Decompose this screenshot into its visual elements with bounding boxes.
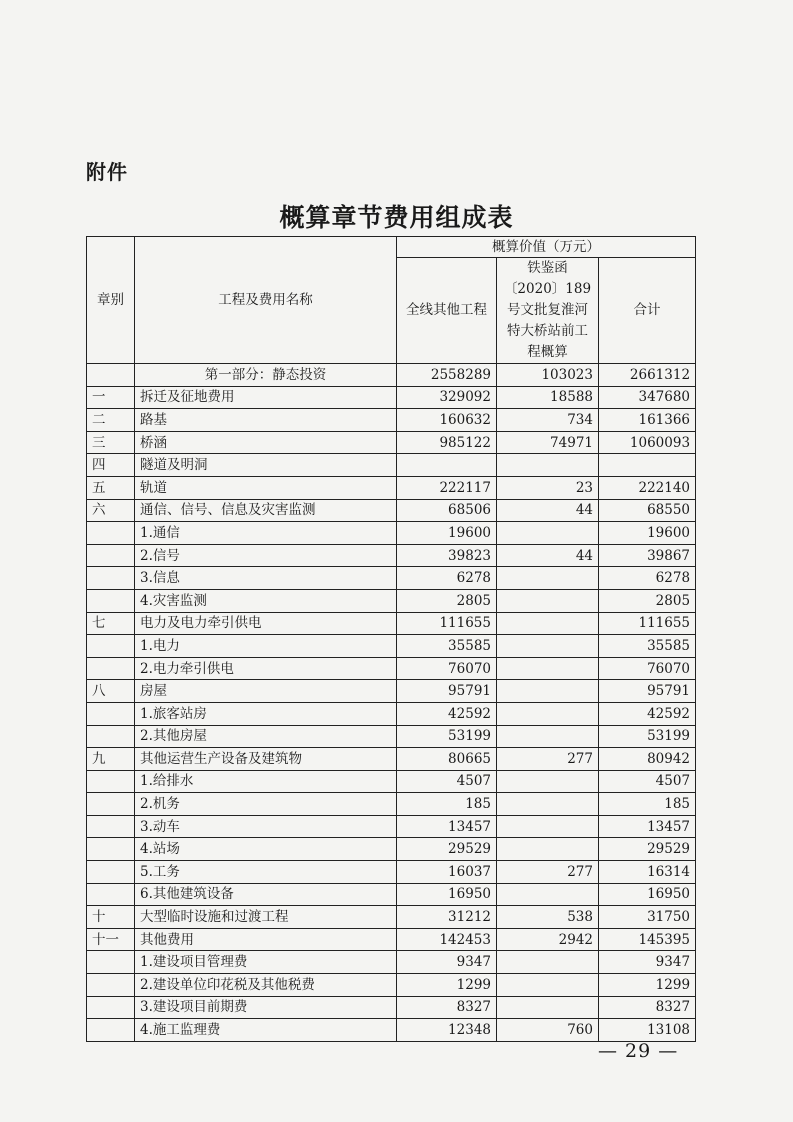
cell-line-value: 329092 — [397, 386, 497, 409]
cell-name: 1.建设项目管理费 — [135, 951, 397, 974]
cell-line-value: 2558289 — [397, 364, 497, 387]
cell-line-value: 185 — [397, 793, 497, 816]
cell-total-value: 4507 — [599, 770, 696, 793]
cell-chapter — [87, 861, 135, 884]
cell-total-value: 8327 — [599, 996, 696, 1019]
cell-total-value — [599, 454, 696, 477]
table-row — [87, 409, 696, 432]
cell-line-value: 35585 — [397, 635, 497, 658]
cell-name: 第一部分：静态投资 — [135, 364, 397, 387]
cell-name: 6.其他建筑设备 — [135, 883, 397, 906]
table-row — [87, 725, 696, 748]
cell-approval-value — [497, 589, 599, 612]
cell-total-value: 9347 — [599, 951, 696, 974]
cell-chapter — [87, 883, 135, 906]
cell-total-value: 145395 — [599, 928, 696, 951]
cell-chapter: 十 — [87, 906, 135, 929]
cell-chapter — [87, 770, 135, 793]
cell-approval-value — [497, 454, 599, 477]
cell-approval-value — [497, 567, 599, 590]
header-chapter: 章别 — [87, 237, 135, 364]
cell-name: 其他运营生产设备及建筑物 — [135, 748, 397, 771]
cell-approval-value — [497, 635, 599, 658]
table-row — [87, 974, 696, 997]
cell-name: 2.电力牵引供电 — [135, 657, 397, 680]
cell-chapter — [87, 635, 135, 658]
table-row — [87, 454, 696, 477]
cell-chapter — [87, 544, 135, 567]
cell-name: 2.信号 — [135, 544, 397, 567]
cell-name: 其他费用 — [135, 928, 397, 951]
cell-approval-value — [497, 702, 599, 725]
cell-approval-value — [497, 725, 599, 748]
table-row — [87, 702, 696, 725]
table-row — [87, 838, 696, 861]
cell-line-value: 95791 — [397, 680, 497, 703]
cell-line-value: 111655 — [397, 612, 497, 635]
cell-name: 拆迁及征地费用 — [135, 386, 397, 409]
cell-total-value: 42592 — [599, 702, 696, 725]
cell-total-value: 53199 — [599, 725, 696, 748]
cell-chapter — [87, 702, 135, 725]
cell-total-value: 80942 — [599, 748, 696, 771]
cell-approval-value — [497, 793, 599, 816]
cell-line-value: 142453 — [397, 928, 497, 951]
cell-line-value: 39823 — [397, 544, 497, 567]
cell-name: 4.施工监理费 — [135, 1019, 397, 1042]
cell-chapter: 一 — [87, 386, 135, 409]
cell-approval-value: 103023 — [497, 364, 599, 387]
cell-total-value: 111655 — [599, 612, 696, 635]
cell-total-value: 161366 — [599, 409, 696, 432]
cell-total-value: 222140 — [599, 476, 696, 499]
cell-line-value: 31212 — [397, 906, 497, 929]
cell-total-value: 13457 — [599, 815, 696, 838]
cell-chapter: 七 — [87, 612, 135, 635]
cell-line-value: 985122 — [397, 431, 497, 454]
cell-chapter: 十一 — [87, 928, 135, 951]
cell-total-value: 39867 — [599, 544, 696, 567]
cell-line-value: 8327 — [397, 996, 497, 1019]
table-row — [87, 928, 696, 951]
table-row — [87, 544, 696, 567]
cell-line-value: 2805 — [397, 589, 497, 612]
table-row — [87, 861, 696, 884]
cell-line-value: 76070 — [397, 657, 497, 680]
cell-approval-value: 760 — [497, 1019, 599, 1042]
table-row — [87, 748, 696, 771]
cell-name: 2.其他房屋 — [135, 725, 397, 748]
document-title: 概算章节费用组成表 — [279, 203, 514, 232]
cell-chapter — [87, 793, 135, 816]
cell-total-value: 13108 — [599, 1019, 696, 1042]
cell-approval-value: 734 — [497, 409, 599, 432]
table-row — [87, 1019, 696, 1042]
table-row — [87, 386, 696, 409]
cell-name: 1.旅客站房 — [135, 702, 397, 725]
cell-chapter — [87, 838, 135, 861]
cell-chapter — [87, 974, 135, 997]
cell-total-value: 29529 — [599, 838, 696, 861]
cell-name: 桥涵 — [135, 431, 397, 454]
table-body — [87, 364, 696, 1042]
cell-total-value: 347680 — [599, 386, 696, 409]
header-budget-value: 概算价值（万元） — [397, 237, 696, 258]
cell-total-value: 95791 — [599, 680, 696, 703]
cell-total-value: 16950 — [599, 883, 696, 906]
cell-line-value — [397, 454, 497, 477]
table-row — [87, 793, 696, 816]
cell-chapter — [87, 657, 135, 680]
cell-chapter: 二 — [87, 409, 135, 432]
table-row — [87, 906, 696, 929]
cell-name: 3.动车 — [135, 815, 397, 838]
cell-approval-value — [497, 951, 599, 974]
cell-line-value: 160632 — [397, 409, 497, 432]
cell-name: 4.灾害监测 — [135, 589, 397, 612]
header-name: 工程及费用名称 — [135, 237, 397, 364]
cell-name: 5.工务 — [135, 861, 397, 884]
cell-approval-value: 2942 — [497, 928, 599, 951]
cell-name: 1.电力 — [135, 635, 397, 658]
cell-approval-value: 44 — [497, 499, 599, 522]
cell-line-value: 16950 — [397, 883, 497, 906]
table-row — [87, 996, 696, 1019]
cell-name: 4.站场 — [135, 838, 397, 861]
cell-approval-value: 23 — [497, 476, 599, 499]
table-row — [87, 612, 696, 635]
header-col-total: 合计 — [599, 258, 696, 364]
cell-approval-value: 277 — [497, 861, 599, 884]
table-row — [87, 364, 696, 387]
cell-name: 3.信息 — [135, 567, 397, 590]
table-row — [87, 680, 696, 703]
attachment-label: 附件 — [86, 160, 128, 184]
cell-total-value: 31750 — [599, 906, 696, 929]
cell-total-value: 35585 — [599, 635, 696, 658]
cell-approval-value: 538 — [497, 906, 599, 929]
cell-total-value: 2661312 — [599, 364, 696, 387]
cell-line-value: 1299 — [397, 974, 497, 997]
cell-line-value: 42592 — [397, 702, 497, 725]
cell-total-value: 2805 — [599, 589, 696, 612]
cell-name: 路基 — [135, 409, 397, 432]
table-row — [87, 476, 696, 499]
cell-chapter — [87, 996, 135, 1019]
cell-line-value: 29529 — [397, 838, 497, 861]
table-row — [87, 499, 696, 522]
cell-name: 轨道 — [135, 476, 397, 499]
cell-chapter: 九 — [87, 748, 135, 771]
cell-chapter: 八 — [87, 680, 135, 703]
page-number: — 29 — — [598, 1040, 679, 1062]
cell-total-value: 19600 — [599, 522, 696, 545]
cell-line-value: 68506 — [397, 499, 497, 522]
cell-name: 通信、信号、信息及灾害监测 — [135, 499, 397, 522]
cell-chapter — [87, 1019, 135, 1042]
table-row — [87, 431, 696, 454]
cell-total-value: 6278 — [599, 567, 696, 590]
cell-total-value: 76070 — [599, 657, 696, 680]
cell-line-value: 4507 — [397, 770, 497, 793]
cell-name: 1.给排水 — [135, 770, 397, 793]
cell-total-value: 16314 — [599, 861, 696, 884]
header-col-line: 全线其他工程 — [397, 258, 497, 364]
cell-approval-value — [497, 815, 599, 838]
cell-line-value: 13457 — [397, 815, 497, 838]
cell-chapter — [87, 567, 135, 590]
table-row — [87, 522, 696, 545]
cell-line-value: 9347 — [397, 951, 497, 974]
cell-name: 电力及电力牵引供电 — [135, 612, 397, 635]
cell-approval-value — [497, 522, 599, 545]
table-row — [87, 770, 696, 793]
cell-approval-value — [497, 612, 599, 635]
cell-line-value: 12348 — [397, 1019, 497, 1042]
table-row — [87, 951, 696, 974]
cell-line-value: 53199 — [397, 725, 497, 748]
cell-approval-value — [497, 974, 599, 997]
cell-approval-value — [497, 680, 599, 703]
table-row — [87, 589, 696, 612]
cell-line-value: 80665 — [397, 748, 497, 771]
cell-name: 2.建设单位印花税及其他税费 — [135, 974, 397, 997]
table-row — [87, 635, 696, 658]
cell-chapter — [87, 815, 135, 838]
cell-name: 房屋 — [135, 680, 397, 703]
cell-name: 隧道及明洞 — [135, 454, 397, 477]
table-row — [87, 815, 696, 838]
cell-chapter — [87, 589, 135, 612]
cell-total-value: 1060093 — [599, 431, 696, 454]
table-row — [87, 567, 696, 590]
cell-line-value: 16037 — [397, 861, 497, 884]
cell-chapter — [87, 725, 135, 748]
cell-line-value: 222117 — [397, 476, 497, 499]
cell-chapter — [87, 364, 135, 387]
cell-line-value: 19600 — [397, 522, 497, 545]
cell-approval-value: 44 — [497, 544, 599, 567]
cell-approval-value — [497, 883, 599, 906]
cell-approval-value — [497, 657, 599, 680]
cell-approval-value: 277 — [497, 748, 599, 771]
cell-chapter: 三 — [87, 431, 135, 454]
cell-chapter: 五 — [87, 476, 135, 499]
cell-approval-value: 74971 — [497, 431, 599, 454]
table-row — [87, 883, 696, 906]
cell-name: 2.机务 — [135, 793, 397, 816]
cell-approval-value — [497, 996, 599, 1019]
cell-line-value: 6278 — [397, 567, 497, 590]
cell-name: 大型临时设施和过渡工程 — [135, 906, 397, 929]
table-row — [87, 657, 696, 680]
cell-approval-value: 18588 — [497, 386, 599, 409]
cell-approval-value — [497, 770, 599, 793]
cell-total-value: 1299 — [599, 974, 696, 997]
cell-approval-value — [497, 838, 599, 861]
cell-name: 1.通信 — [135, 522, 397, 545]
cell-chapter: 六 — [87, 499, 135, 522]
cell-chapter — [87, 951, 135, 974]
cell-name: 3.建设项目前期费 — [135, 996, 397, 1019]
cell-total-value: 185 — [599, 793, 696, 816]
cell-chapter — [87, 522, 135, 545]
cell-chapter: 四 — [87, 454, 135, 477]
header-col-approval: 铁鉴函〔2020〕189号文批复淮河特大桥站前工程概算 — [497, 258, 599, 364]
budget-table — [86, 236, 696, 1042]
cell-total-value: 68550 — [599, 499, 696, 522]
